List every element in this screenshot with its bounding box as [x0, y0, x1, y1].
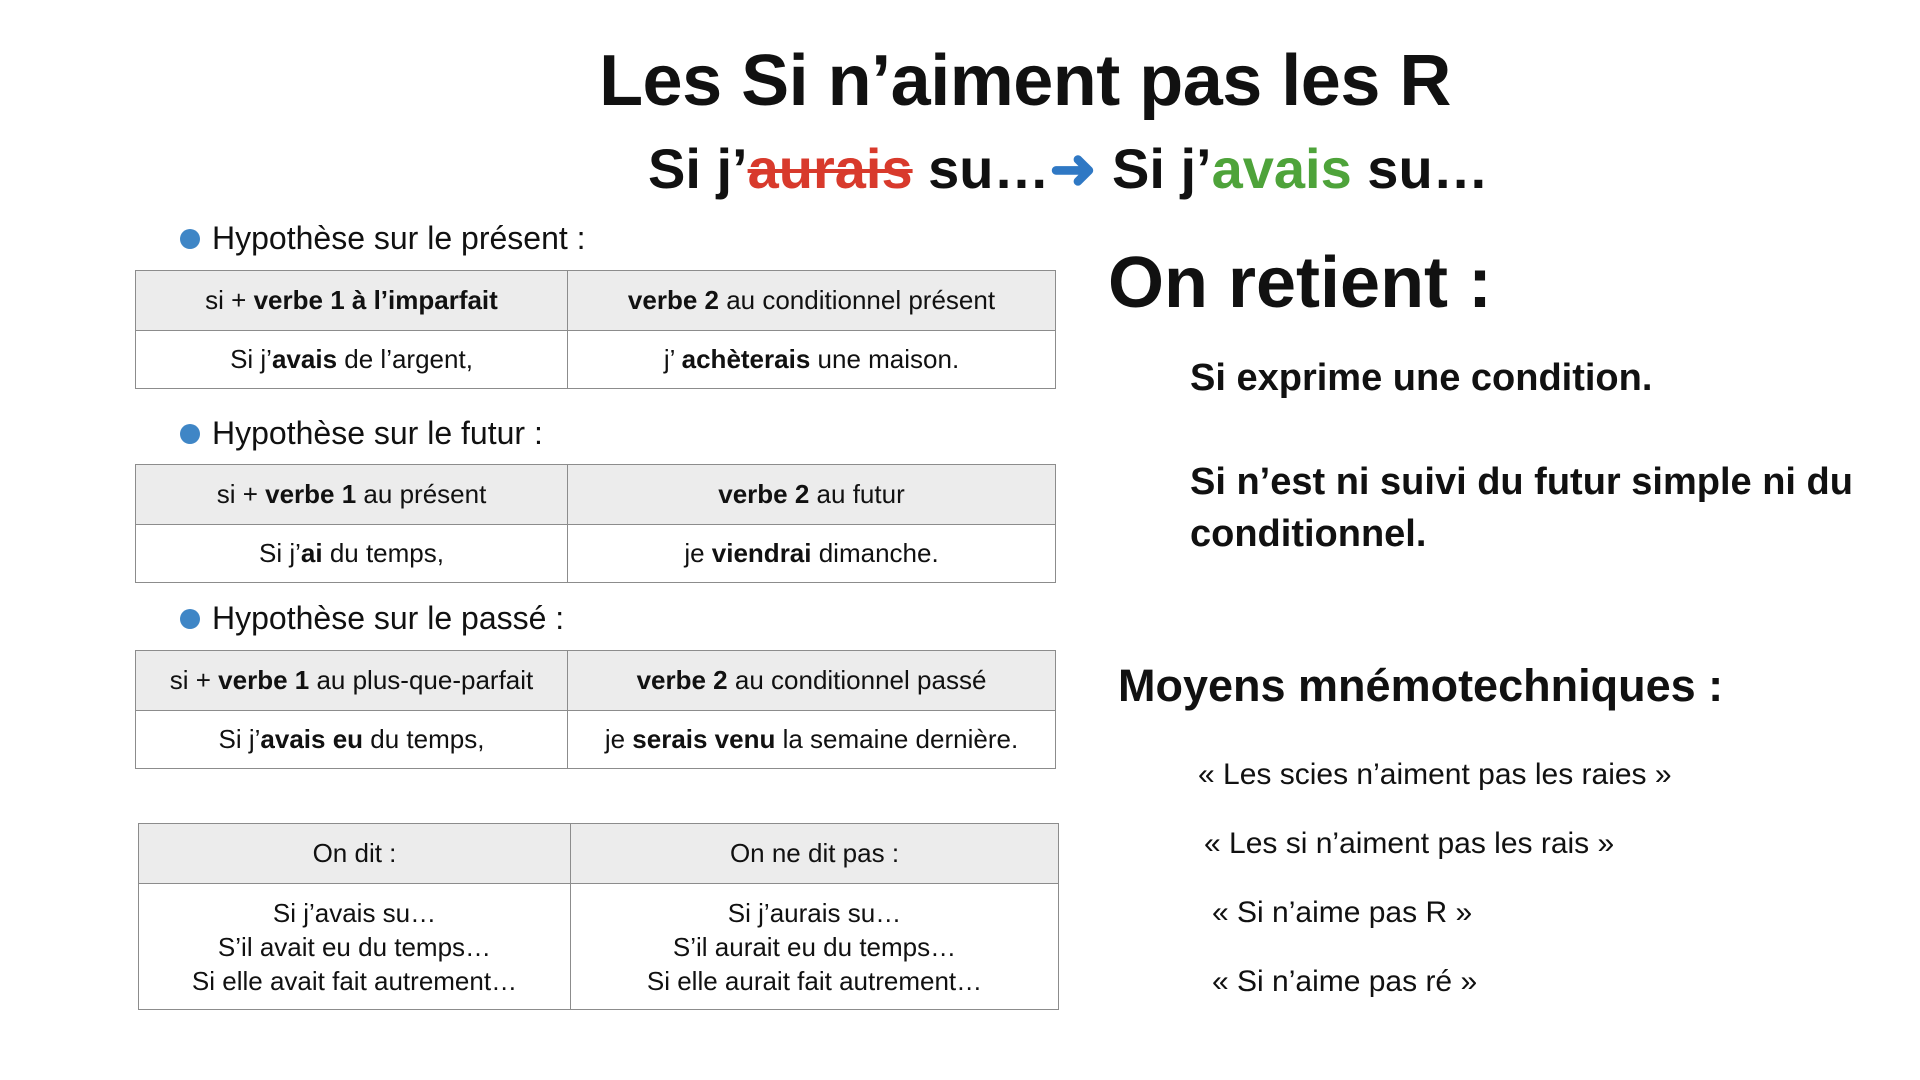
retient-heading: On retient : — [1108, 243, 1493, 323]
table-cell — [571, 884, 1059, 1010]
table-present — [135, 270, 1056, 389]
table-cell — [136, 525, 568, 583]
cell-text-bold: verbe 1 — [265, 479, 357, 509]
cell-text: si + — [205, 285, 254, 315]
cell-text-bold: verbe 1 — [218, 665, 310, 695]
cell-text: une maison. — [810, 344, 960, 374]
compare-wrong-line: Si elle aurait fait autrement… — [646, 965, 983, 996]
cell-text: dimanche. — [811, 538, 939, 568]
subtitle-wrong-suffix: su… — [912, 137, 1050, 200]
bullet-icon — [180, 229, 200, 249]
table-cell — [568, 711, 1056, 769]
subtitle-wrong-word: aurais — [747, 137, 913, 200]
subtitle-right-suffix: su… — [1351, 137, 1489, 200]
section-heading-passe-text: Hypothèse sur le passé : — [212, 600, 565, 636]
cell-text: j’ — [663, 344, 682, 374]
cell-text: si + — [216, 479, 266, 509]
cell-text-bold: serais venu — [632, 724, 776, 754]
cell-text: Si j’ — [230, 344, 272, 374]
cell-text: du temps, — [363, 724, 485, 754]
cell-text-bold: verbe 2 — [627, 285, 719, 315]
cell-text: je — [604, 724, 633, 754]
mnemonics-heading: Moyens mnémotechniques : — [1118, 660, 1724, 711]
cell-text: au conditionnel passé — [727, 665, 987, 695]
subtitle-wrong-prefix: Si j’ — [648, 137, 748, 200]
compare-wrong-line: Si j’aurais su… — [727, 897, 902, 928]
mnemonic-item: « Si n’aime pas R » — [1212, 896, 1473, 929]
table-cell — [136, 465, 568, 525]
cell-text-bold: avais — [271, 344, 338, 374]
cell-text-bold: verbe 2 — [636, 665, 728, 695]
cell-text: la semaine dernière. — [775, 724, 1019, 754]
table-row — [139, 884, 1059, 1010]
cell-text: au conditionnel présent — [718, 285, 996, 315]
compare-correct-line: S’il avait eu du temps… — [217, 931, 492, 962]
table-cell — [136, 331, 568, 389]
cell-text-bold: viendrai — [711, 538, 812, 568]
mnemonic-item: « Les scies n’aiment pas les raies » — [1198, 758, 1672, 791]
table-passe — [135, 650, 1056, 769]
table-passe-header-row — [136, 651, 1056, 711]
table-cell — [568, 525, 1056, 583]
table-compare — [138, 823, 1059, 1010]
compare-correct-line: Si j’avais su… — [272, 897, 437, 928]
section-heading-passe — [180, 600, 564, 637]
table-row — [136, 711, 1056, 769]
subtitle-right-prefix: Si j’ — [1096, 137, 1212, 200]
bullet-icon — [180, 424, 200, 444]
table-present-header-row — [136, 271, 1056, 331]
table-cell — [568, 465, 1056, 525]
cell-text: au futur — [809, 479, 905, 509]
table-cell — [136, 711, 568, 769]
cell-text-bold: ai — [300, 538, 323, 568]
mnemonic-item: « Si n’aime pas ré » — [1212, 965, 1478, 998]
compare-correct-line: Si elle avait fait autrement… — [191, 965, 518, 996]
cell-text-bold: verbe 2 — [718, 479, 810, 509]
subtitle — [648, 136, 1489, 202]
cell-text: au plus-que-parfait — [309, 665, 534, 695]
arrow-right-icon: ➜ — [1049, 137, 1097, 200]
subtitle-right-word: avais — [1211, 137, 1352, 200]
section-heading-futur-text: Hypothèse sur le futur : — [212, 415, 543, 451]
rule-condition: Si exprime une condition. — [1190, 357, 1653, 399]
mnemonic-item: « Les si n’aiment pas les rais » — [1204, 827, 1615, 860]
table-futur-header-row — [136, 465, 1056, 525]
rule-no-futur-conditionnel: Si n’est ni suivi du futur simple ni du conditionnel. — [1190, 461, 1853, 555]
table-cell — [568, 271, 1056, 331]
table-cell — [136, 651, 568, 711]
cell-text-bold: achèterais — [681, 344, 811, 374]
compare-header-on-dit: On dit : — [139, 824, 571, 884]
cell-text: du temps, — [322, 538, 444, 568]
cell-text: je — [684, 538, 712, 568]
compare-header-on-ne-dit-pas: On ne dit pas : — [571, 824, 1059, 884]
table-futur — [135, 464, 1056, 583]
cell-text: de l’argent, — [337, 344, 473, 374]
cell-text: Si j’ — [259, 538, 301, 568]
bullet-icon — [180, 609, 200, 629]
cell-text: si + — [169, 665, 219, 695]
table-compare-header-row — [139, 824, 1059, 884]
cell-text: au présent — [356, 479, 487, 509]
compare-wrong-line: S’il aurait eu du temps… — [672, 931, 957, 962]
section-heading-present — [180, 220, 586, 257]
table-row — [136, 525, 1056, 583]
table-row — [136, 331, 1056, 389]
page-title: Les Si n’aiment pas les R — [599, 41, 1451, 121]
section-heading-futur — [180, 415, 543, 452]
cell-text-bold: avais eu — [260, 724, 364, 754]
section-heading-present-text: Hypothèse sur le présent : — [212, 220, 586, 256]
table-cell — [568, 651, 1056, 711]
table-cell — [139, 884, 571, 1010]
cell-text: Si j’ — [218, 724, 261, 754]
cell-text-bold: verbe 1 à l’imparfait — [253, 285, 498, 315]
table-cell — [568, 331, 1056, 389]
table-cell — [136, 271, 568, 331]
